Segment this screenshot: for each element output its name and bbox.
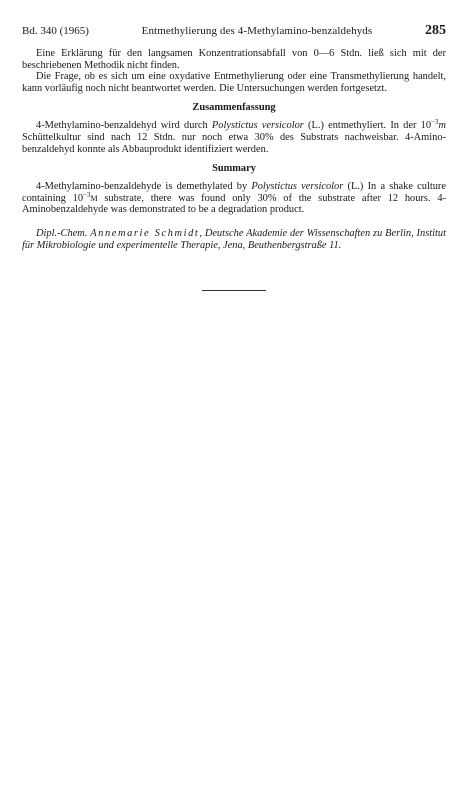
- zusammenfassung-heading: Zusammenfassung: [192, 102, 276, 114]
- summary-species: Polystictus versicolor: [251, 181, 344, 193]
- end-rule: [202, 290, 266, 291]
- zusammenfassung-exponent: −3: [431, 118, 439, 127]
- journal-page: [22, 24, 446, 291]
- zusammenfassung-text-c: Schüttelkultur sind nach 12 Stdn. nur noch etwa 30% des Substrats nachweisbar. 4-Amino-benzaldehyd konnte als Abbauprodukt identifiziert werden.: [22, 131, 446, 155]
- author-name: Annemarie Schmidt: [90, 227, 200, 239]
- zusammenfassung-species: Polystictus versicolor: [211, 120, 304, 132]
- volume-info: Bd. 340 (1965): [22, 25, 89, 37]
- zusammenfassung-text-a: 4-Methylamino-benzaldehyd wird durch: [36, 120, 212, 132]
- summary-exponent: −3: [83, 190, 91, 199]
- intro-paragraph-1: Eine Erklärung für den langsamen Konzentrationsabfall von 0—6 Stdn. ließ sich mit der beschriebenen Methodik nicht finden.: [22, 48, 446, 71]
- summary-paragraph: [22, 181, 446, 216]
- summary-text-a: 4-Methylamino-benzaldehyde is demethylated by: [36, 181, 252, 193]
- zusammenfassung-paragraph: [22, 120, 446, 155]
- author-address: [22, 228, 446, 251]
- zusammenfassung-text-b: (L.) entmethyliert. In der 10: [303, 120, 432, 132]
- zusammenfassung-unit: m: [438, 120, 447, 132]
- author-affiliation: , Deutsche Akademie der Wissenschaften zu Berlin, Institut für Mikrobiologie und experimentelle Therapie, Jena, Beuthenbergstraße 11.: [22, 227, 446, 251]
- page-number: 285: [425, 23, 446, 38]
- summary-heading: Summary: [212, 163, 256, 175]
- summary-text-b: (L.) In a shake culture containing 10: [22, 181, 446, 204]
- summary-unit: M: [90, 193, 98, 203]
- running-head: [22, 24, 446, 38]
- summary-text-c: substrate, there was found only 30% of the substrate after 12 hours. 4-Aminobenzaldehyde was demonstrated to be a degradation product.: [22, 192, 446, 216]
- intro-paragraph-2: Die Frage, ob es sich um eine oxydative Entmethylierung oder eine Transmethylierung handelt, kann vorläufig noch nicht beantwortet werden. Die Untersuchungen werden fortgesetzt.: [22, 71, 446, 94]
- author-title: Dipl.-Chem.: [36, 227, 91, 239]
- article-title: Entmethylierung des 4-Methylamino-benzaldehyds: [141, 25, 373, 37]
